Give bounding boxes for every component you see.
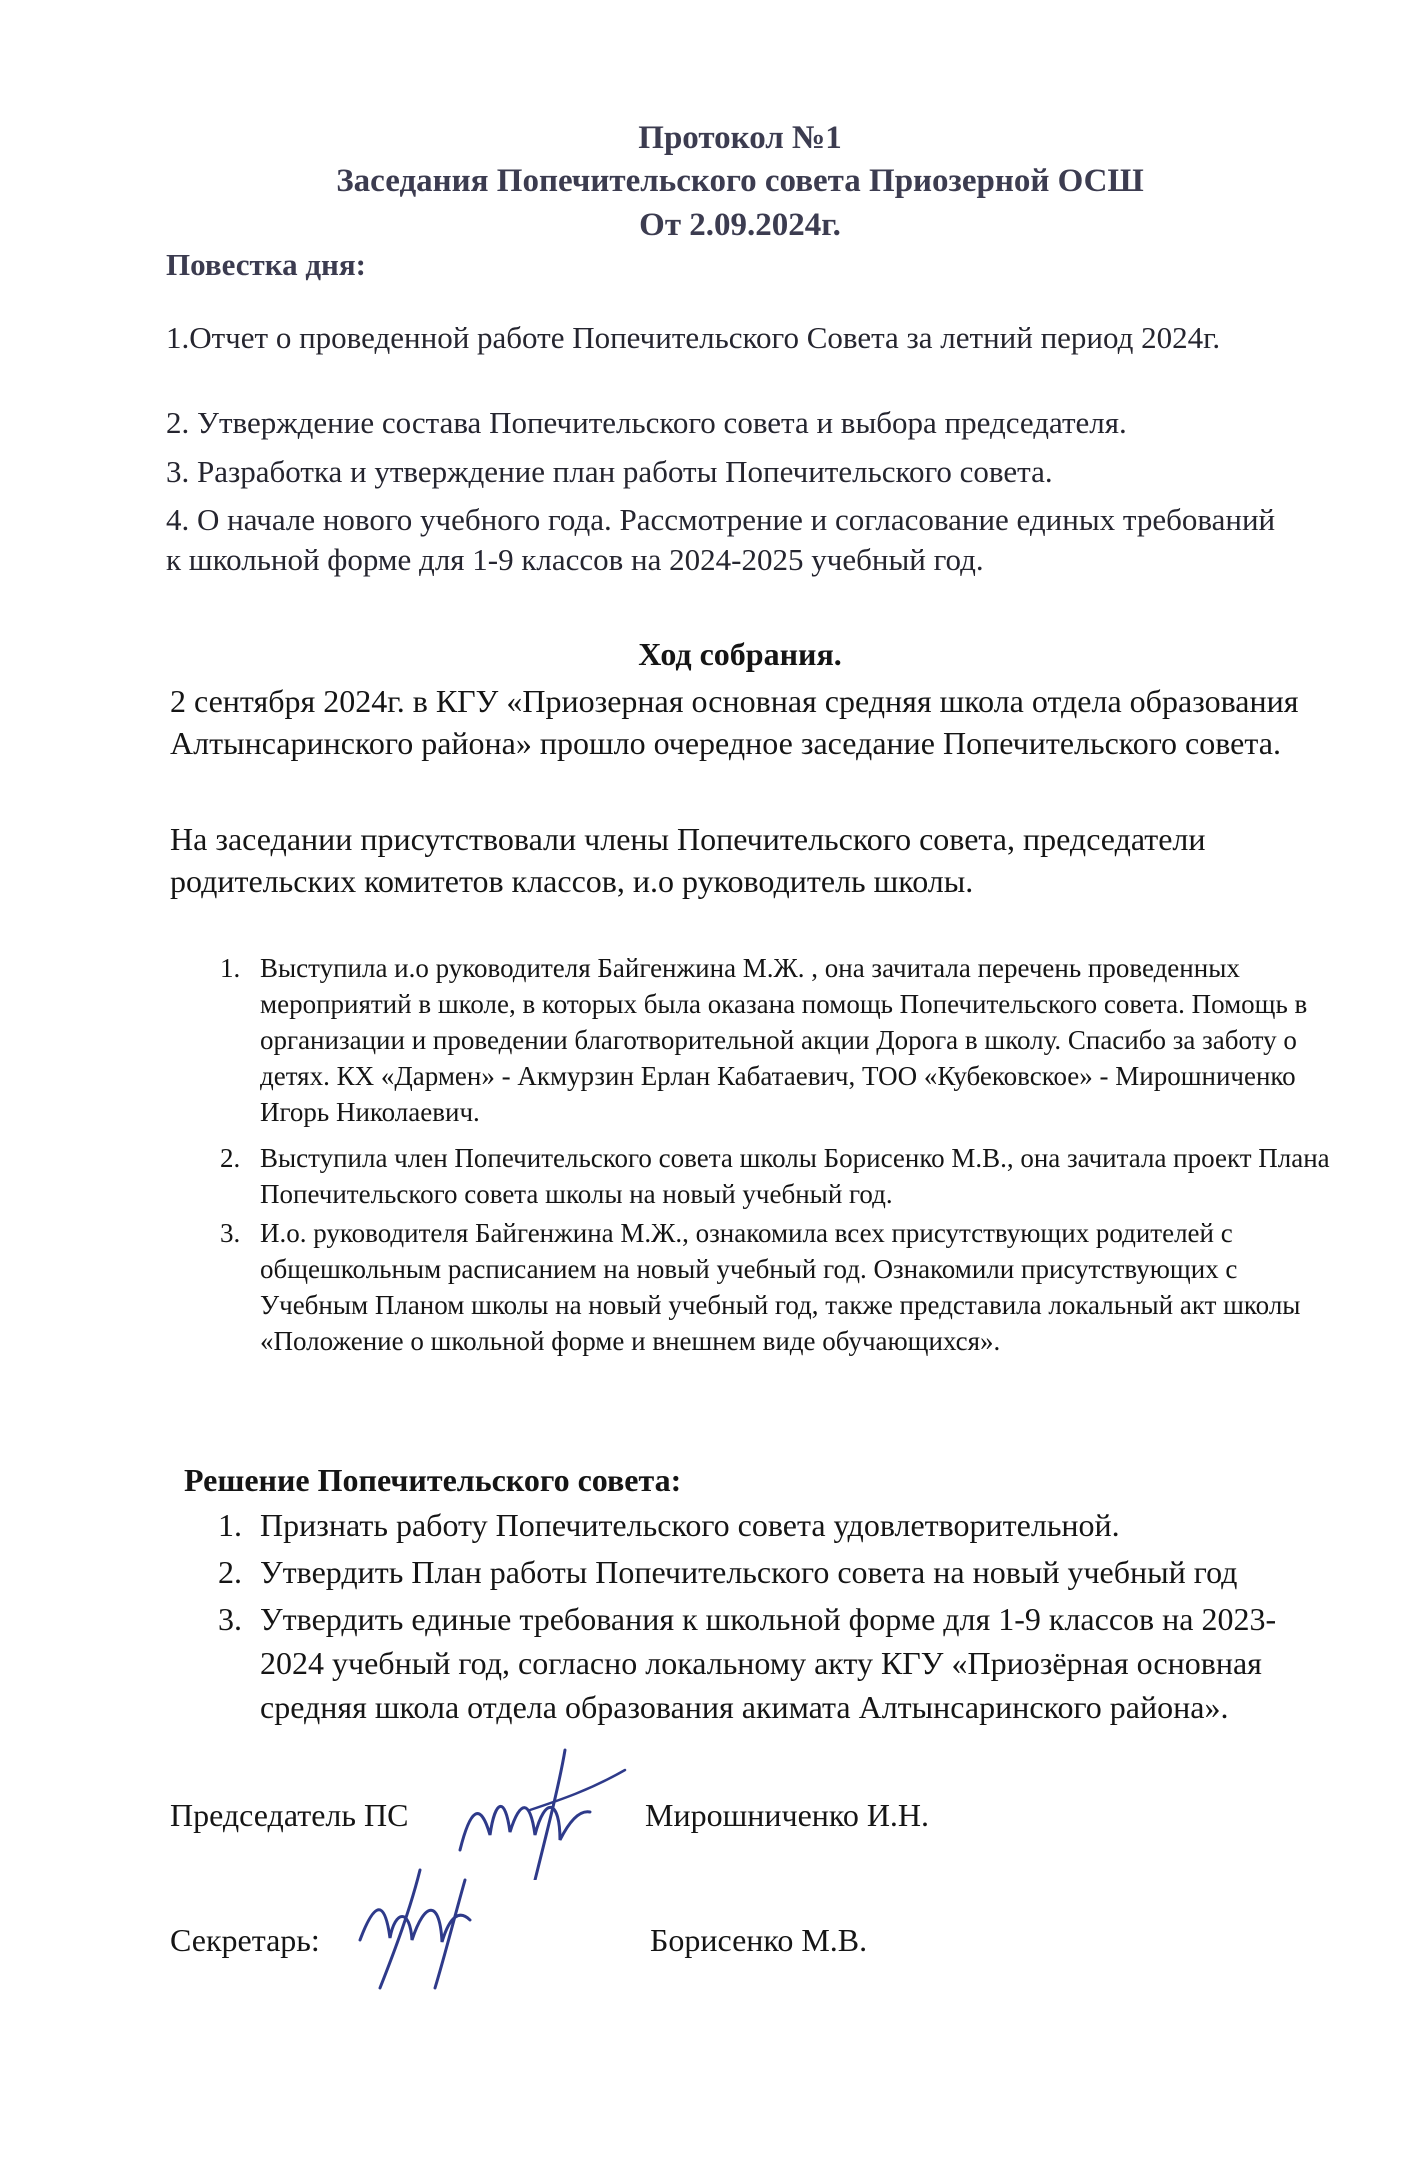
speech-number: 1. bbox=[220, 953, 241, 983]
decision-text: Утвердить единые требования к школьной форме для 1-9 классов на 2023-2024 учебный год, согласно локальному акту КГУ «Приозёрная основная средняя школа отдела образования акимата Алтынсаринского района». bbox=[260, 1601, 1277, 1725]
decision-number: 1. bbox=[218, 1507, 242, 1543]
document-date: От 2.09.2024г. bbox=[639, 207, 841, 243]
chair-signature bbox=[450, 1740, 630, 1880]
agenda-item: 1.Отчет о проведенной работе Попечительского Совета за летний период 2024г. bbox=[166, 320, 1221, 355]
document-title: Протокол №1 bbox=[638, 120, 842, 156]
decision-number: 2. bbox=[218, 1554, 242, 1590]
agenda-item: 3. Разработка и утверждение план работы Попечительского совета. bbox=[166, 454, 1053, 489]
meeting-heading: Ход собрания. bbox=[638, 636, 842, 672]
speech-number: 2. bbox=[220, 1143, 241, 1173]
document-subtitle: Заседания Попечительского совета Приозерной ОСШ bbox=[336, 163, 1144, 199]
agenda-item: 4. О начале нового учебного года. Рассмотрение и согласование единых требований к школьной форме для 1-9 классов на 2024-2025 учебный год. bbox=[166, 502, 1276, 577]
secretary-name: Борисенко М.В. bbox=[650, 1922, 868, 1958]
decision-heading: Решение Попечительского совета: bbox=[184, 1462, 682, 1498]
decision-text: Утвердить План работы Попечительского совета на новый учебный год bbox=[260, 1554, 1238, 1590]
speech-number: 3. bbox=[220, 1218, 241, 1248]
chair-role: Председатель ПС bbox=[170, 1797, 409, 1833]
meeting-paragraph: 2 сентября 2024г. в КГУ «Приозерная основная средняя школа отдела образования Алтынсаринского района» прошло очередное заседание Попечительского совета. bbox=[170, 683, 1299, 761]
decision-text: Признать работу Попечительского совета удовлетворительной. bbox=[260, 1507, 1120, 1543]
speech-text: Выступила и.о руководителя Байгенжина М.Ж. , она зачитала перечень проведенных мероприятий в школе, в которых была оказана помощь Попечительского совета. Помощь в организации и проведении благотворительной акции Дорога в школу. Спасибо за заботу о детях. КХ «Дармен» - Акмурзин Ерлан Кабатаевич, ТОО «Кубековское» - Мирошниченко Игорь Николаевич. bbox=[260, 953, 1308, 1127]
meeting-paragraph: На заседании присутствовали члены Попечительского совета, председатели родительских комитетов классов, и.о руководитель школы. bbox=[170, 821, 1206, 899]
secretary-signature bbox=[350, 1860, 510, 1990]
decision-number: 3. bbox=[218, 1601, 242, 1637]
secretary-role: Секретарь: bbox=[170, 1922, 320, 1958]
speech-text: Выступила член Попечительского совета школы Борисенко М.В., она зачитала проект Плана Попечительского совета школы на новый учебный год. bbox=[260, 1143, 1330, 1209]
agenda-heading: Повестка дня: bbox=[166, 247, 366, 282]
agenda-item: 2. Утверждение состава Попечительского совета и выбора председателя. bbox=[166, 405, 1127, 440]
chair-name: Мирошниченко И.Н. bbox=[645, 1797, 930, 1833]
speech-text: И.о. руководителя Байгенжина М.Ж., ознакомила всех присутствующих родителей с общешкольным расписанием на новый учебный год. Ознакомили присутствующих с Учебным Планом школы на новый учебный год, также представила локальный акт школы «Положение о школьной форме и внешнем виде обучающихся». bbox=[260, 1218, 1301, 1356]
